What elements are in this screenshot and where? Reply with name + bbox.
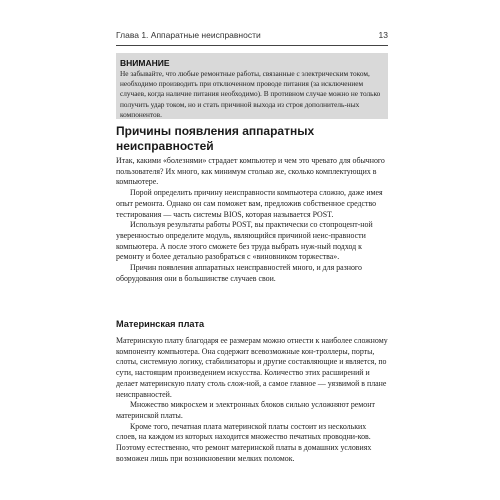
chapter-title: Глава 1. Аппаратные неисправности [116,30,261,40]
warning-title: ВНИМАНИЕ [120,58,170,68]
paragraph: Кроме того, печатная плата материнской платы состоит из нескольких слоев, на каждом из которых находится множество печатных проводни-ков. Поэтому естественно, что ремонт материнской платы в домашних условиях возможен лишь при возникновении мелких поломок. [116,421,372,463]
section-heading [116,124,388,154]
paragraph: Причин появления аппаратных неисправностей много, и для разного оборудования они в большинстве случаев свои. [116,263,362,283]
running-head [116,30,388,40]
section-heading-line-2: неисправностей [116,139,214,153]
warning-box [116,53,388,119]
page-number: 13 [378,30,388,40]
paragraph: Итак, какими «болезнями» страдает компьютер и чем это чревато для обычного пользователя? Их много, как минимум столько же, сколько комплектующих в компьютере. [116,156,385,187]
warning-text: Не забывайте, что любые ремонтные работы, связанные с электрическим током, необходимо производить при отключенном проводе питания (за исключением случаев, когда наличие питания необходимо). В противном случае можно не только получить удар током, но и стать причиной выхода из строя дополнитель-ных компонентов. [120,69,381,119]
paragraph: Порой определить причину неисправности компьютера сложно, даже имея опыт ремонта. Однако он сам поможет вам, предложив собственное средство тестирования — часть системы BIOS, которая называется POST. [116,188,383,219]
header-rule [116,45,388,46]
subsection-heading: Материнская плата [116,319,205,329]
paragraph: Используя результаты работы POST, вы практически со стопроцент-ной уверенностью определите модуль, являющийся причиной неис-правности компьютера. А после этого сможете без труда выбрать нуж-ный подход к ремонту и более детально разобраться с «виновником торжества». [116,220,373,262]
section-body [116,156,388,284]
paragraph: Множество микросхем и электронных блоков сильно усложняют ремонт материнской платы. [116,400,375,420]
subsection-body [116,336,388,464]
paragraph: Материнскую плату благодаря ее размерам можно отнести к наиболее сложному компоненту компьютера. Она содержит всевозможные кон-троллеры, порты, слоты, системную логику, стабилизаторы и другие составляющие и является, по сути, настоящим произведением искусства. Количество этих расширений и делает материнскую плату столь слож-ной, а самое главное — уязвимой в плане неисправностей. [116,336,388,399]
section-heading-line-1: Причины появления аппаратных [116,124,315,138]
